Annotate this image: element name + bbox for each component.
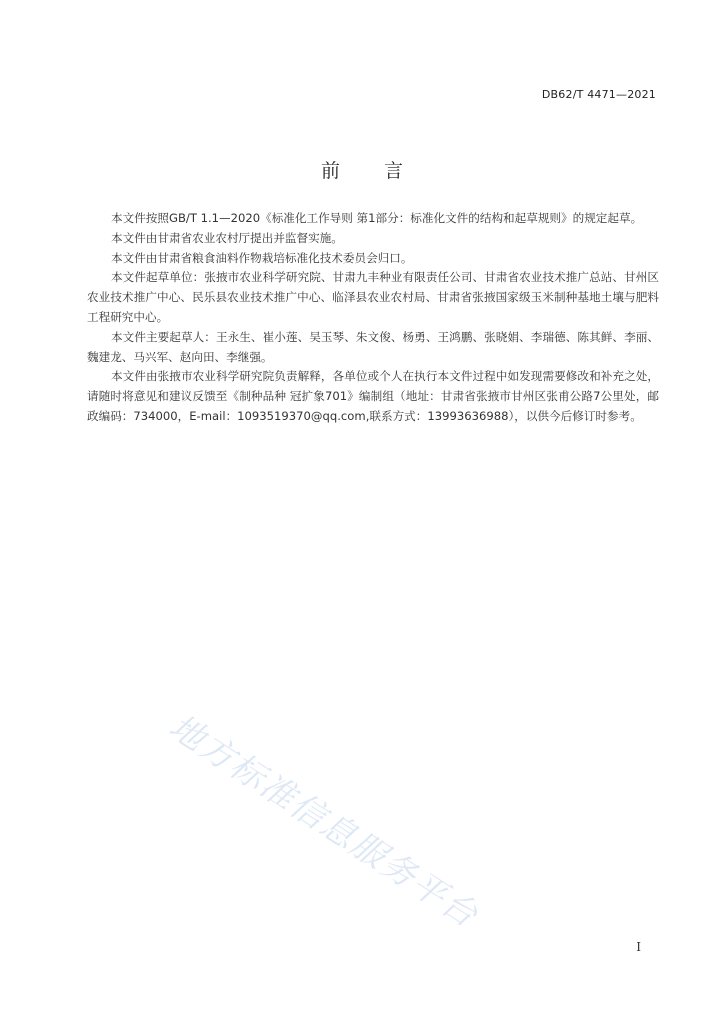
- foreword-paragraph: 本文件由甘肃省粮食油料作物栽培标准化技术委员会归口。: [111, 250, 413, 265]
- foreword-paragraph: 本文件由张掖市农业科学研究院负责解释，各单位或个人在执行本文件过程中如发现需要修改和补充之处，请随时将意见和建议反馈至《制种品种 冠扩象701》编制组（地址：甘肃省张掖市甘州区张甫公路7公里处，邮政编码：734000，E-mail：1093519370@qq.com,联系方式：13993636988），以供今后修订时参考。: [87, 369, 659, 423]
- foreword-paragraph: 本文件由甘肃省农业农村厅提出并监督实施。: [111, 230, 343, 245]
- foreword-paragraph: 本文件主要起草人：王永生、崔小莲、吴玉琴、朱文俊、杨勇、王鸿鹏、张晓娟、李瑞德、陈其鲜、李丽、魏建龙、马兴军、赵向田、李继强。: [87, 329, 659, 364]
- page-title: 前言: [320, 160, 447, 182]
- foreword-paragraph: 本文件起草单位：张掖市农业科学研究院、甘肃九丰种业有限责任公司、甘肃省农业技术推广总站、甘州区农业技术推广中心、民乐县农业技术推广中心、临泽县农业农村局、甘肃省张掖国家级玉米制种基地土壤与肥料工程研究中心。: [87, 270, 659, 324]
- standard-code: DB62/T 4471—2021: [541, 88, 656, 101]
- foreword-paragraph: 本文件按照GB/T 1.1—2020《标准化工作导则 第1部分：标准化文件的结构和起草规则》的规定起草。: [111, 211, 643, 225]
- foreword-body: [87, 209, 659, 427]
- page-number: I: [636, 940, 641, 954]
- watermark: 地方标准信息服务平台: [161, 706, 486, 937]
